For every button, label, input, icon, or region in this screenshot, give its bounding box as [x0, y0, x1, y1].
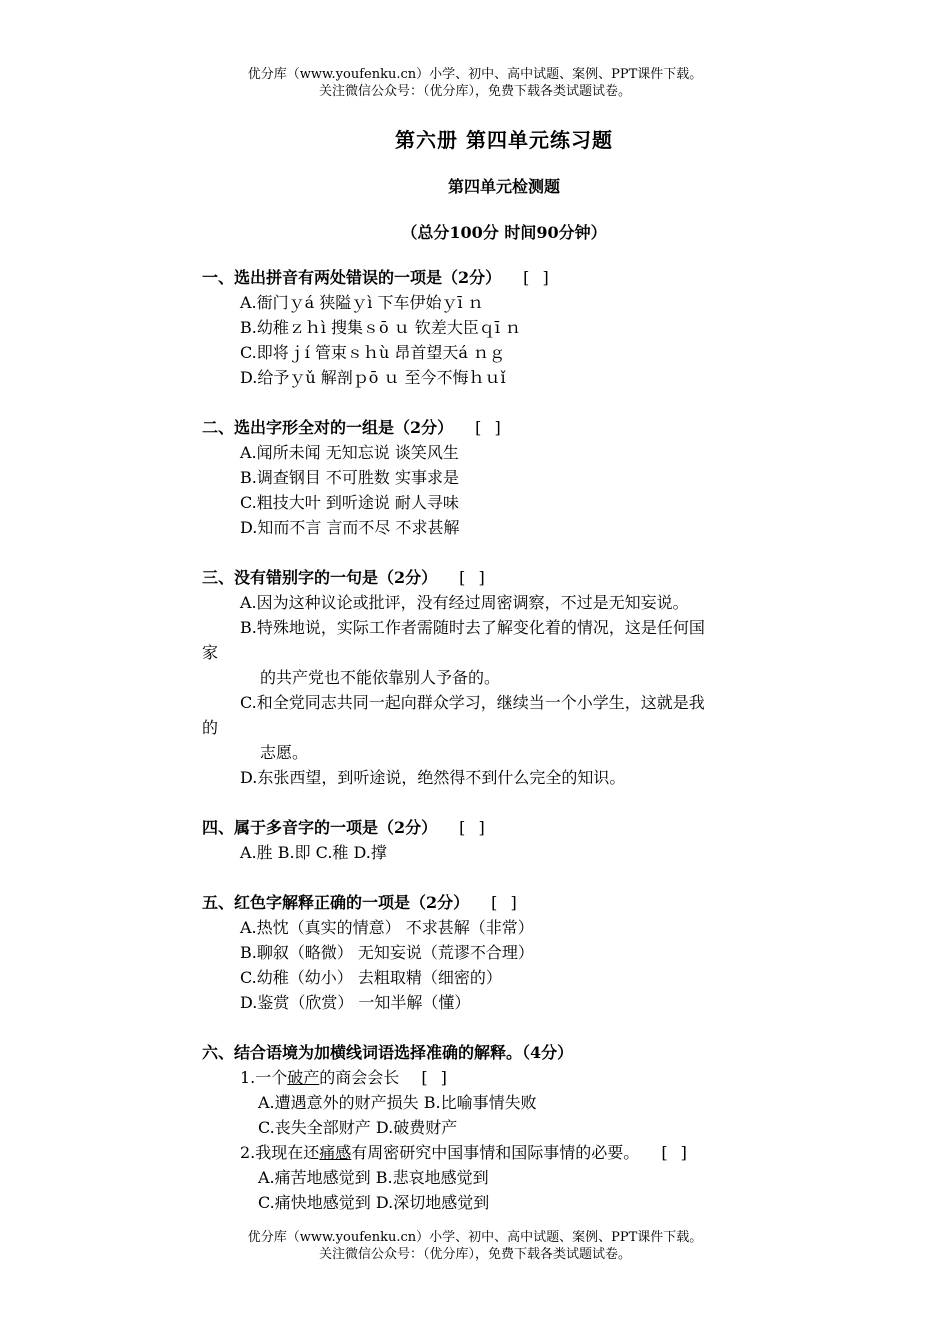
answer-bracket: [ ] — [475, 418, 505, 437]
question-2 — [202, 415, 802, 540]
question-1-option-c: C.即将ｊí 管束ｓｈù 昂首望天á ｎｇ — [240, 343, 505, 362]
question-3 — [202, 565, 802, 790]
question-6-sub-2-options-ab: A.痛苦地感觉到 B.悲哀地感觉到 — [258, 1168, 489, 1187]
question-1-text: 一、选出拼音有两处错误的一项是（2分） — [202, 268, 502, 287]
question-5-option-c: C.幼稚（幼小） 去粗取精（细密的） — [240, 968, 502, 987]
question-5-heading — [202, 890, 802, 915]
question-4-heading — [202, 815, 802, 840]
answer-bracket: [ ] — [459, 818, 489, 837]
question-5-option-a: A.热忱（真实的情意） 不求甚解（非常） — [240, 918, 534, 937]
question-2-option-b: B.调查钢目 不可胜数 实事求是 — [240, 468, 460, 487]
question-6-sub-1 — [202, 1065, 802, 1090]
question-6-sub-2-options-cd: C.痛快地感觉到 D.深切地感觉到 — [258, 1193, 490, 1212]
question-1-option-d: D.给予ｙǔ 解剖ｐō ｕ 至今不悔ｈｕǐ — [240, 368, 506, 387]
question-3-option-b-line-1: B.特殊地说，实际工作者需随时去了解变化着的情况，这是任何国 — [240, 618, 705, 637]
exam-content — [202, 265, 802, 1240]
question-2-heading — [202, 415, 802, 440]
answer-bracket: [ ] — [421, 1068, 451, 1087]
page-title: 第六册 第四单元练习题 — [395, 128, 613, 152]
question-2-option-d: D.知而不言 言而不尽 不求甚解 — [240, 518, 460, 537]
header-line-1: 优分库（www.youfenku.cn）小学、初中、高中试题、案例、PPT课件下载。 — [247, 67, 703, 82]
question-6-heading: 六、结合语境为加横线词语选择准确的解释。（4分） — [202, 1043, 574, 1062]
question-3-heading — [202, 565, 802, 590]
question-6-sub-1-options-cd: C.丧失全部财产 D.破费财产 — [258, 1118, 458, 1137]
question-1-option-b: B.幼稚ｚｈì 搜集ｓō ｕ 钦差大臣ｑī ｎ — [240, 318, 522, 337]
question-3-text: 三、没有错别字的一句是（2分） — [202, 568, 438, 587]
underlined-word: 痛感 — [319, 1143, 352, 1162]
answer-bracket: [ ] — [459, 568, 489, 587]
footer-line-1: 优分库（www.youfenku.cn）小学、初中、高中试题、案例、PPT课件下载。 — [247, 1230, 703, 1245]
underlined-word: 破产 — [287, 1068, 320, 1087]
page-subtitle: 第四单元检测题 — [447, 177, 560, 196]
question-4-options: A.胜 B.即 C.稚 D.撑 — [240, 843, 387, 862]
question-6-sub-1-options-ab: A.遭遇意外的财产损失 B.比喻事情失败 — [258, 1093, 537, 1112]
question-3-option-b-line-3: 的共产党也不能依靠别人予备的。 — [260, 668, 501, 687]
footer-banner — [0, 1229, 950, 1263]
question-3-option-a: A.因为这种议论或批评，没有经过周密调察，不过是无知妄说。 — [240, 593, 689, 612]
header-line-2: 关注微信公众号：（优分库），免费下载各类试题试卷。 — [318, 84, 631, 99]
question-1-option-a: A.衙门ｙá 狭隘ｙì 下车伊始ｙī ｎ — [240, 293, 484, 312]
question-3-option-d: D.东张西望，到听途说，绝然得不到什么完全的知识。 — [240, 768, 626, 787]
question-3-option-c-line-1: C.和全党同志共同一起向群众学习，继续当一个小学生，这就是我 — [240, 693, 705, 712]
footer-line-2: 关注微信公众号：（优分库），免费下载各类试题试卷。 — [318, 1247, 631, 1262]
header-banner — [0, 66, 950, 100]
answer-bracket: [ ] — [523, 268, 553, 287]
question-4-text: 四、属于多音字的一项是（2分） — [202, 818, 438, 837]
answer-bracket: [ ] — [661, 1143, 691, 1162]
answer-bracket: [ ] — [491, 893, 521, 912]
question-6-sub-1-pre: 1.一个 — [240, 1068, 288, 1087]
question-5-text: 五、红色字解释正确的一项是（2分） — [202, 893, 470, 912]
question-6 — [202, 1040, 802, 1215]
question-6-sub-1-post: 的商会会长 — [319, 1068, 400, 1087]
question-2-text: 二、选出字形全对的一组是（2分） — [202, 418, 454, 437]
question-5 — [202, 890, 802, 1015]
question-6-sub-2-pre: 2.我现在还 — [240, 1143, 320, 1162]
question-4 — [202, 815, 802, 865]
question-6-sub-2-post: 有周密研究中国事情和国际事情的必要。 — [351, 1143, 640, 1162]
question-2-option-c: C.粗技大叶 到听途说 耐人寻味 — [240, 493, 459, 512]
question-2-option-a: A.闻所未闻 无知忘说 谈笑风生 — [240, 443, 459, 462]
question-1-heading — [202, 265, 802, 290]
question-5-option-d: D.鉴赏（欣赏） 一知半解（懂） — [240, 993, 471, 1012]
question-3-option-c-line-2: 的 — [202, 718, 219, 737]
question-3-option-b-line-2: 家 — [202, 643, 219, 662]
question-3-option-c-line-3: 志愿。 — [260, 743, 309, 762]
question-6-sub-2 — [202, 1140, 802, 1165]
score-time-note: （总分100分 时间90分钟） — [401, 223, 607, 242]
question-5-option-b: B.聊叙（略微） 无知妄说（荒谬不合理） — [240, 943, 534, 962]
question-1 — [202, 265, 802, 390]
